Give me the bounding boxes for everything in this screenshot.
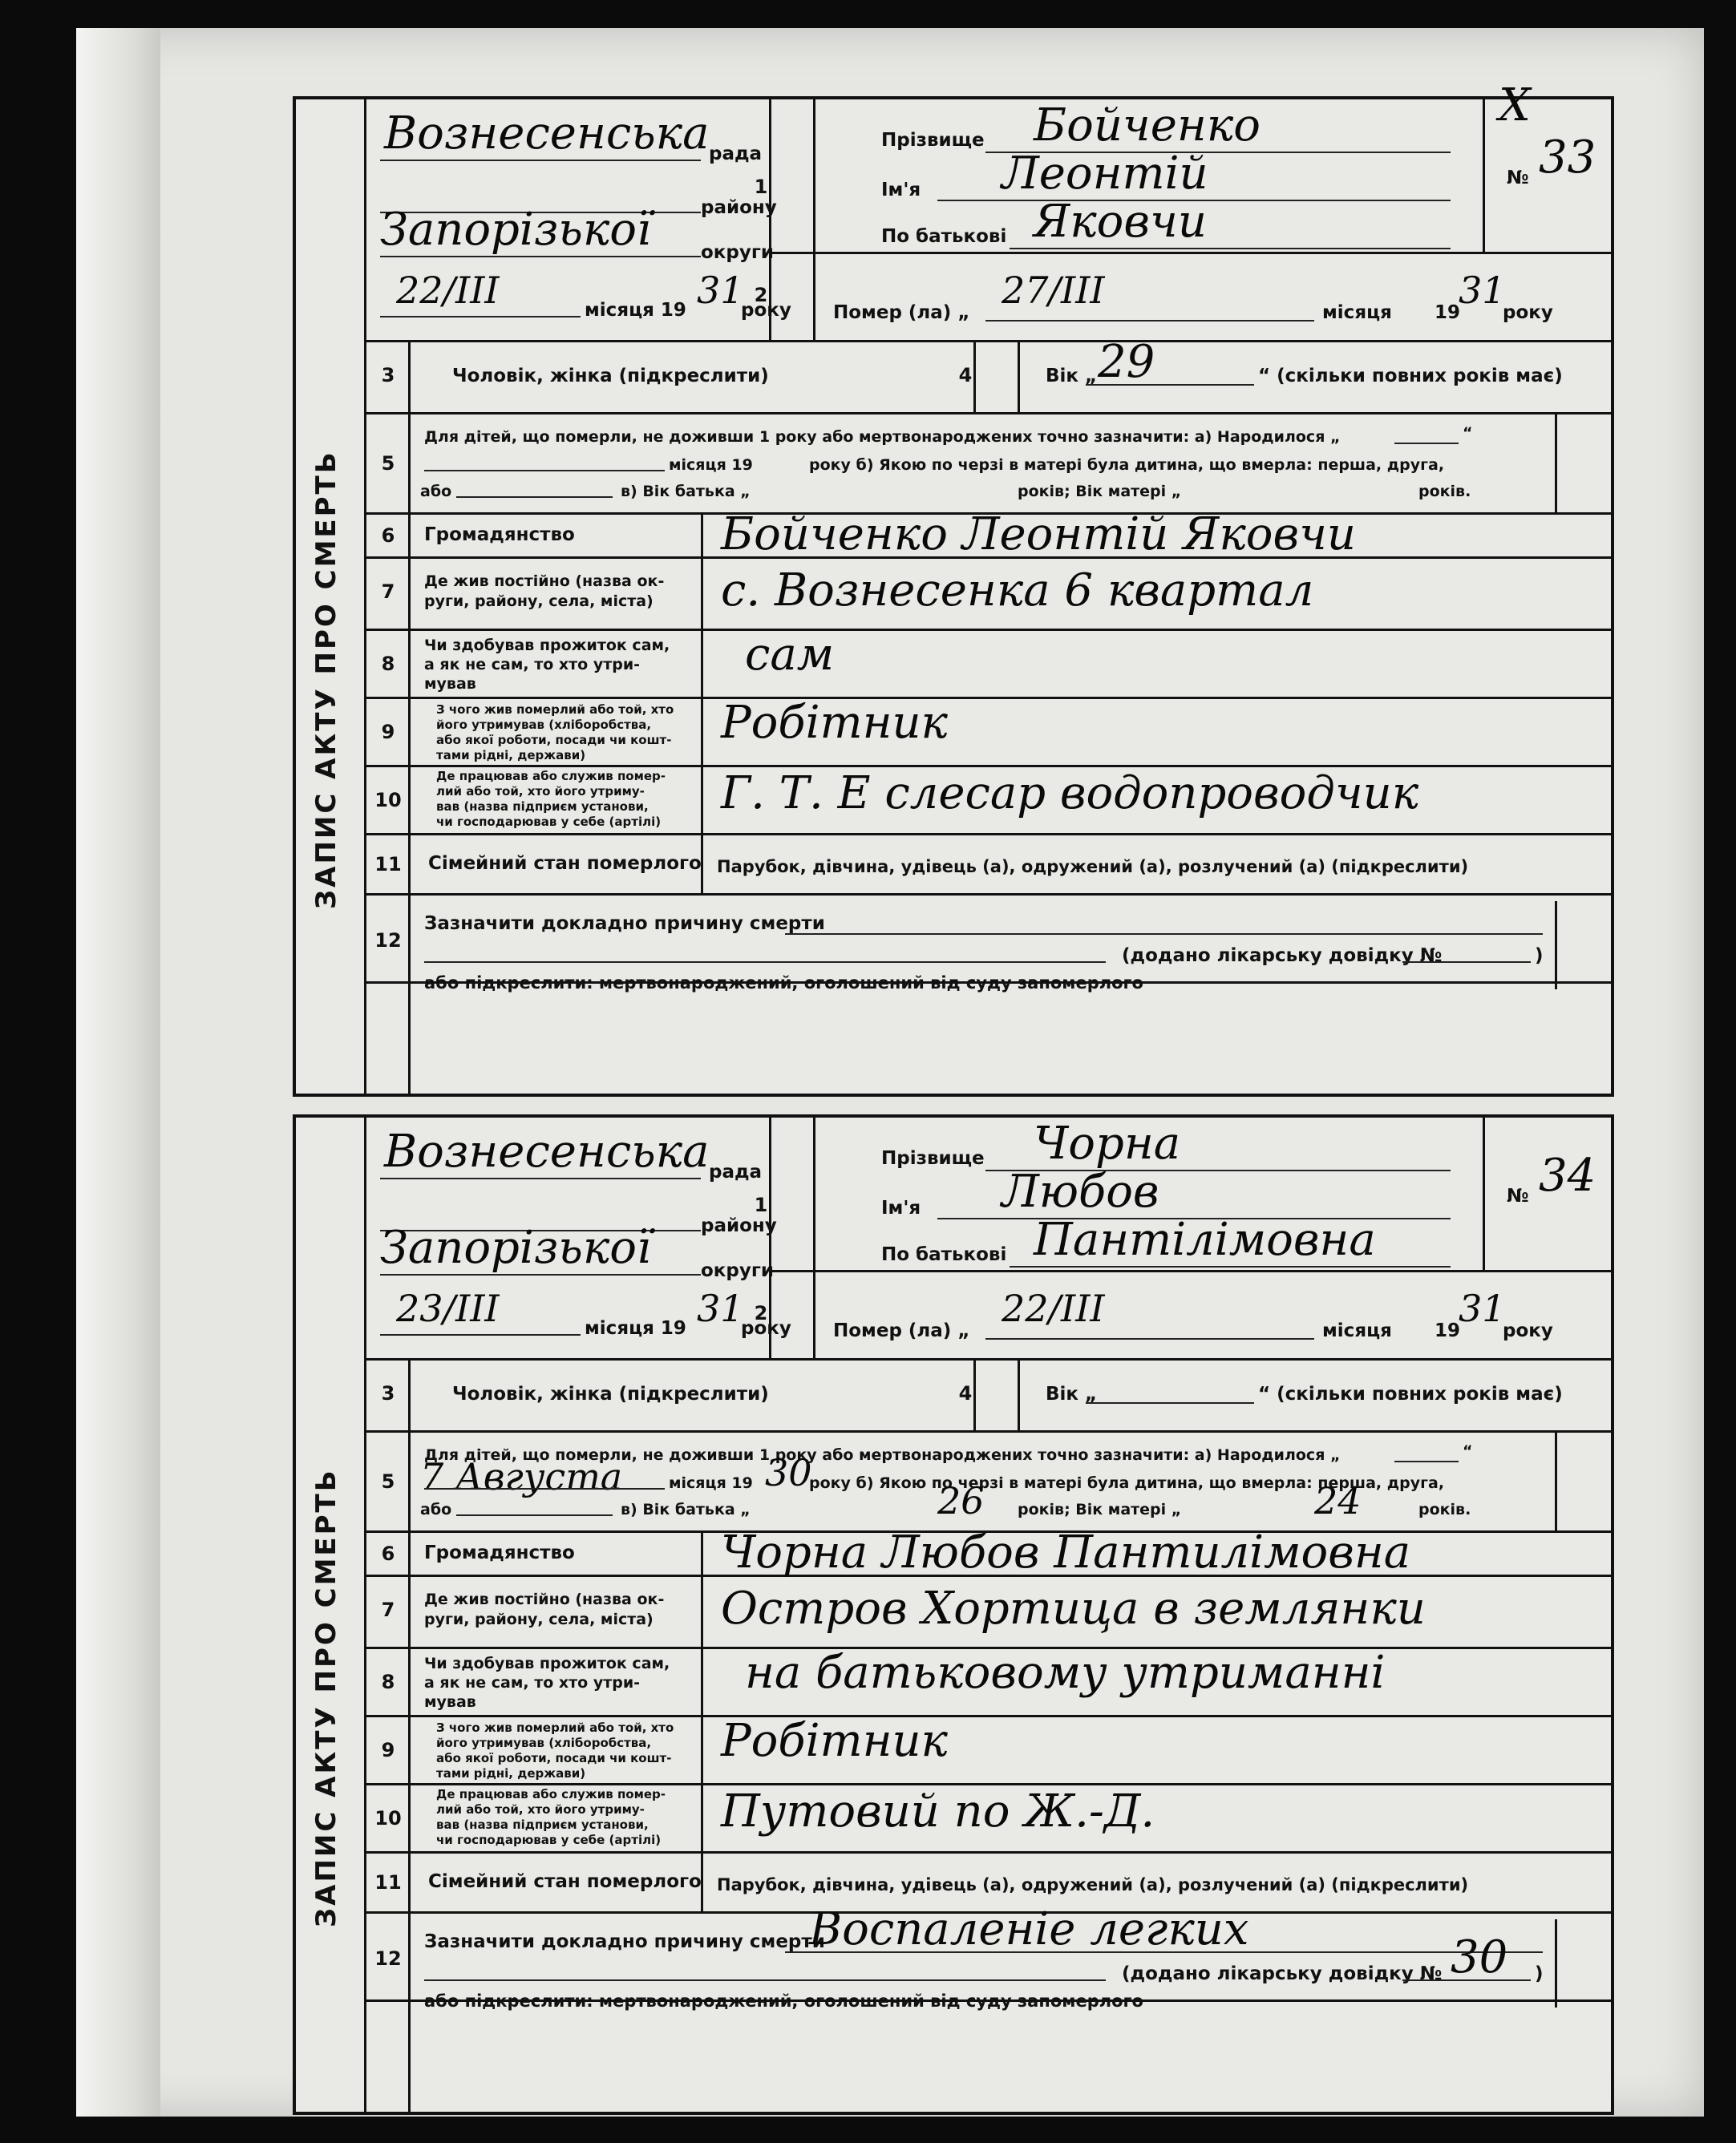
side-column-divider bbox=[364, 99, 366, 1094]
surname-label: Прізвище bbox=[881, 1148, 985, 1169]
cause-line bbox=[785, 933, 1543, 935]
patronymic-line bbox=[1010, 1266, 1451, 1268]
livelihood-label: тами рідні, держави) bbox=[436, 1766, 586, 1781]
cause-line bbox=[785, 1951, 1543, 1953]
children-line3d: років. bbox=[1418, 483, 1471, 500]
death-month-label: місяця bbox=[1322, 1320, 1392, 1341]
death-year-label: року bbox=[1503, 302, 1553, 323]
livelihood-label: або якої роботи, посади чи кошт- bbox=[436, 733, 672, 747]
children-line2b: року б) Якою по черзі в матері була дитина, що вмерла: перша, друга, bbox=[809, 456, 1445, 474]
row12-right bbox=[1555, 1919, 1557, 2008]
death-year-value: 31 bbox=[1459, 1287, 1506, 1330]
number-label: № bbox=[1507, 1186, 1529, 1207]
name-value: Леонтій bbox=[1002, 148, 1208, 200]
death-record-form bbox=[293, 1114, 1614, 2115]
children-line3-blank bbox=[456, 496, 613, 498]
residence-label-2: руги, району, села, міста) bbox=[424, 1611, 654, 1628]
row3-divider bbox=[1018, 340, 1020, 412]
workplace-label: Де працював або служив помер- bbox=[436, 1787, 666, 1801]
children-line2a: місяця 19 bbox=[669, 1474, 753, 1492]
row-number: 8 bbox=[381, 1671, 395, 1693]
workplace-label: вав (назва підприєм установи, bbox=[436, 799, 649, 814]
child-birth-year: 30 bbox=[765, 1451, 812, 1494]
children-line3d: років. bbox=[1418, 1501, 1471, 1518]
row-number: 12 bbox=[374, 1947, 402, 1970]
row-number: 6 bbox=[381, 1543, 395, 1565]
workplace-label: чи господарював у себе (артілі) bbox=[436, 1833, 662, 1847]
row12-right bbox=[1555, 901, 1557, 989]
age-label: Вік „ bbox=[1046, 1384, 1098, 1405]
citizenship-value: Бойченко Леонтій Яковчи bbox=[721, 508, 1356, 560]
rada-line bbox=[380, 160, 701, 161]
support-value: на батьковому утриманні bbox=[745, 1647, 1386, 1699]
death-record-form bbox=[293, 79, 1614, 1097]
row-number: 9 bbox=[381, 1739, 395, 1761]
children-q: “ bbox=[1463, 1442, 1473, 1460]
number-label: № bbox=[1507, 168, 1529, 188]
patronymic-label: По батькові bbox=[881, 226, 1007, 247]
row-number: 5 bbox=[381, 452, 395, 475]
okruha-line bbox=[380, 1274, 701, 1276]
age-value: 29 bbox=[1098, 336, 1155, 388]
reg-date-line bbox=[380, 316, 581, 317]
name-label: Ім'я bbox=[881, 180, 921, 200]
death-year-label: року bbox=[1503, 1320, 1553, 1341]
death-date-value: 22/ІІІ bbox=[1002, 1287, 1105, 1330]
children-line2a: місяця 19 bbox=[669, 456, 753, 474]
okruha-value: Запорізької bbox=[380, 1222, 651, 1274]
cause-label: Зазначити докладно причину смерти bbox=[424, 913, 825, 934]
death-date-line bbox=[985, 1338, 1314, 1340]
child-birth-date: 7 Августа bbox=[420, 1455, 623, 1498]
reg-year-label: року bbox=[741, 1318, 791, 1339]
patronymic-value: Яковчи bbox=[1034, 196, 1207, 248]
workplace-label: лий або той, хто його утриму- bbox=[436, 784, 645, 799]
row-number: 1 bbox=[754, 176, 768, 198]
children-line3c: років; Вік матері „ bbox=[1018, 1501, 1182, 1518]
reg-year-label: року bbox=[741, 300, 791, 321]
record-number: 33 bbox=[1539, 131, 1596, 184]
certificate-close: ) bbox=[1535, 945, 1544, 966]
number-box-left bbox=[1483, 1118, 1485, 1270]
certificate-line bbox=[1402, 961, 1531, 963]
marital-options: Парубок, дівчина, удівець (а), одружений (а), розлучений (а) (підкреслити) bbox=[717, 1875, 1469, 1894]
workplace-value: Путовий по Ж.-Д. bbox=[721, 1785, 1155, 1838]
row-line bbox=[364, 1430, 1611, 1433]
number-column bbox=[408, 340, 411, 1094]
livelihood-label: його утримував (хліборобства, bbox=[436, 1736, 652, 1750]
okruha-label: округи bbox=[701, 242, 775, 263]
children-line3b: в) Вік батька „ bbox=[621, 483, 751, 500]
cause-line-2 bbox=[424, 961, 1106, 963]
row-number: 11 bbox=[374, 1871, 402, 1894]
marital-options: Парубок, дівчина, удівець (а), одружений (а), розлучений (а) (підкреслити) bbox=[717, 857, 1469, 876]
mother-age: 24 bbox=[1314, 1479, 1362, 1522]
header-divider bbox=[813, 99, 815, 340]
livelihood-label: або якої роботи, посади чи кошт- bbox=[436, 1751, 672, 1765]
row-number: 12 bbox=[374, 929, 402, 952]
certificate-line bbox=[1402, 1979, 1531, 1981]
row-number: 4 bbox=[958, 1382, 973, 1405]
okruha-value: Запорізької bbox=[380, 204, 651, 256]
row-number: 10 bbox=[374, 1807, 402, 1830]
row-number: 6 bbox=[381, 524, 395, 547]
reg-year-value: 31 bbox=[697, 269, 744, 312]
okruha-label: округи bbox=[701, 1260, 775, 1281]
citizenship-label: Громадянство bbox=[424, 1543, 575, 1563]
row-line bbox=[364, 412, 1611, 414]
row-number: 7 bbox=[381, 1599, 395, 1621]
livelihood-value: Робітник bbox=[721, 697, 948, 749]
workplace-value: Г. Т. Е слесар водопроводчик bbox=[721, 767, 1419, 819]
row-line bbox=[364, 697, 1611, 699]
answer-divider bbox=[701, 1530, 703, 1911]
children-line3a: або bbox=[420, 1501, 452, 1518]
residence-value: с. Вознесенка 6 квартал bbox=[721, 564, 1314, 617]
row-line bbox=[364, 833, 1611, 835]
reg-date-value: 23/ІІІ bbox=[396, 1287, 500, 1330]
page-binding-edge bbox=[76, 28, 160, 2117]
children-line1: Для дітей, що померли, не доживши 1 року або мертвонароджених точно зазначити: а) Народилося „ bbox=[424, 428, 1341, 446]
support-label-3: мував bbox=[424, 1693, 476, 1711]
patronymic-value: Пантілімовна bbox=[1034, 1214, 1376, 1266]
reg-date-value: 22/ІІІ bbox=[396, 269, 500, 312]
row-line bbox=[769, 1270, 1611, 1272]
residence-label-2: руги, району, села, міста) bbox=[424, 592, 654, 610]
row-number: 2 bbox=[754, 284, 768, 306]
reg-year-value: 31 bbox=[697, 1287, 744, 1330]
age-line bbox=[1086, 384, 1254, 386]
reg-month-label: місяця 19 bbox=[585, 300, 686, 321]
livelihood-label: З чого жив померлий або той, хто bbox=[436, 1720, 674, 1735]
children-line2b: року б) Якою по черзі в матері була дитина, що вмерла: перша, друга, bbox=[809, 1474, 1445, 1492]
death-label: Помер (ла) „ bbox=[833, 302, 970, 323]
row-number: 4 bbox=[958, 364, 973, 386]
row5-right bbox=[1555, 412, 1557, 512]
citizenship-label: Громадянство bbox=[424, 524, 575, 545]
support-label-2: а як не сам, то хто утри- bbox=[424, 656, 641, 673]
age-label: Вік „ bbox=[1046, 366, 1098, 386]
patronymic-line bbox=[1010, 248, 1451, 249]
rada-line bbox=[380, 1178, 701, 1179]
sex-label: Чоловік, жінка (підкреслити) bbox=[452, 366, 769, 386]
row-line bbox=[769, 252, 1611, 254]
name-value: Любов bbox=[1002, 1166, 1159, 1218]
citizenship-value: Чорна Любов Пантилімовна bbox=[721, 1526, 1411, 1579]
children-line3-blank bbox=[456, 1514, 613, 1516]
certificate-label: (додано лікарську довідку № bbox=[1122, 945, 1443, 966]
row-number: 8 bbox=[381, 653, 395, 675]
row-line bbox=[364, 1715, 1611, 1717]
certificate-value: 30 bbox=[1451, 1931, 1508, 1983]
sex-label: Чоловік, жінка (підкреслити) bbox=[452, 1384, 769, 1405]
livelihood-label: тами рідні, держави) bbox=[436, 748, 586, 762]
name-label: Ім'я bbox=[881, 1198, 921, 1219]
children-line3c: років; Вік матері „ bbox=[1018, 483, 1182, 500]
age-note: “ (скільки повних років має) bbox=[1258, 1384, 1563, 1405]
patronymic-label: По батькові bbox=[881, 1244, 1007, 1265]
death-19: 19 bbox=[1435, 302, 1461, 323]
cause-line-2 bbox=[424, 1979, 1106, 1981]
support-value: сам bbox=[745, 629, 835, 681]
number-box-left bbox=[1483, 99, 1485, 252]
row-number: 5 bbox=[381, 1470, 395, 1493]
marital-label: Сімейний стан померлого bbox=[428, 853, 702, 874]
raion-label: району bbox=[701, 197, 777, 218]
header-divider bbox=[813, 1118, 815, 1358]
row3-divider bbox=[1018, 1358, 1020, 1430]
row-number: 1 bbox=[754, 1194, 768, 1216]
death-19: 19 bbox=[1435, 1320, 1461, 1341]
certificate-label: (додано лікарську довідку № bbox=[1122, 1963, 1443, 1984]
reg-month-label: місяця 19 bbox=[585, 1318, 686, 1339]
certificate-close: ) bbox=[1535, 1963, 1544, 1984]
support-label-1: Чи здобував прожиток сам, bbox=[424, 1655, 670, 1672]
rada-label: рада bbox=[709, 144, 763, 164]
corner-mark: Х bbox=[1499, 79, 1531, 131]
support-label-2: а як не сам, то хто утри- bbox=[424, 1674, 641, 1692]
livelihood-label: його утримував (хліборобства, bbox=[436, 718, 652, 732]
number-column bbox=[408, 1358, 411, 2112]
side-title: ЗАПИС АКТУ ПРО СМЕРТЬ bbox=[310, 450, 342, 909]
raion-label: району bbox=[701, 1215, 777, 1236]
row-number: 7 bbox=[381, 580, 395, 603]
workplace-label: вав (назва підприєм установи, bbox=[436, 1818, 649, 1832]
row-number: 3 bbox=[381, 1382, 395, 1405]
cause-value: Воспаленіе легких bbox=[809, 1903, 1249, 1955]
livelihood-label: З чого жив померлий або той, хто bbox=[436, 702, 674, 717]
row-line bbox=[364, 340, 1611, 342]
rada-value: Вознесенська bbox=[384, 107, 710, 160]
death-date-line bbox=[985, 320, 1314, 321]
child-date-line bbox=[424, 1488, 665, 1490]
stillborn-note: або підкреслити: мертвонароджений, оголошений від суду запомерлого bbox=[424, 1991, 1143, 2011]
surname-value: Чорна bbox=[1034, 1118, 1181, 1170]
support-label-1: Чи здобував прожиток сам, bbox=[424, 637, 670, 654]
side-column-divider bbox=[364, 1118, 366, 2112]
livelihood-value: Робітник bbox=[721, 1715, 948, 1767]
surname-value: Бойченко bbox=[1034, 99, 1261, 152]
row-line bbox=[364, 893, 1611, 896]
residence-label-1: Де жив постійно (назва ок- bbox=[424, 1591, 665, 1608]
rada-label: рада bbox=[709, 1162, 763, 1183]
children-line1: Для дітей, що померли, не доживши 1 року або мертвонароджених точно зазначити: а) Народилося „ bbox=[424, 1446, 1341, 1464]
children-born-line bbox=[1394, 1461, 1459, 1462]
row-number: 11 bbox=[374, 853, 402, 875]
children-line3b: в) Вік батька „ bbox=[621, 1501, 751, 1518]
row-number: 9 bbox=[381, 721, 395, 743]
residence-value: Остров Хортица в землянки bbox=[721, 1583, 1426, 1635]
row-line bbox=[364, 629, 1611, 631]
record-number: 34 bbox=[1539, 1150, 1596, 1202]
row-line bbox=[364, 1851, 1611, 1854]
death-year-value: 31 bbox=[1459, 269, 1506, 312]
reg-date-line bbox=[380, 1334, 581, 1336]
cause-label: Зазначити докладно причину смерти bbox=[424, 1931, 825, 1952]
child-date-line bbox=[424, 470, 665, 471]
death-label: Помер (ла) „ bbox=[833, 1320, 970, 1341]
death-date-value: 27/ІІІ bbox=[1002, 269, 1105, 312]
marital-label: Сімейний стан померлого bbox=[428, 1871, 702, 1892]
rada-value: Вознесенська bbox=[384, 1126, 710, 1178]
row-number: 10 bbox=[374, 789, 402, 811]
row-number: 3 bbox=[381, 364, 395, 386]
death-month-label: місяця bbox=[1322, 302, 1392, 323]
father-age: 26 bbox=[937, 1479, 985, 1522]
children-q: “ bbox=[1463, 424, 1473, 442]
row5-right bbox=[1555, 1430, 1557, 1530]
support-label-3: мував bbox=[424, 675, 476, 693]
age-note: “ (скільки повних років має) bbox=[1258, 366, 1563, 386]
stillborn-note: або підкреслити: мертвонароджений, оголошений від суду запомерлого bbox=[424, 973, 1143, 993]
okruha-line bbox=[380, 256, 701, 257]
workplace-label: лий або той, хто його утриму- bbox=[436, 1802, 645, 1817]
side-title: ЗАПИС АКТУ ПРО СМЕРТЬ bbox=[310, 1468, 342, 1927]
row-number: 2 bbox=[754, 1302, 768, 1324]
residence-label-1: Де жив постійно (назва ок- bbox=[424, 572, 665, 590]
workplace-label: чи господарював у себе (артілі) bbox=[436, 815, 662, 829]
row-line bbox=[364, 1358, 1611, 1361]
surname-label: Прізвище bbox=[881, 130, 985, 151]
answer-divider bbox=[701, 512, 703, 893]
workplace-label: Де працював або служив помер- bbox=[436, 769, 666, 783]
age-line bbox=[1086, 1402, 1254, 1404]
children-born-line bbox=[1394, 443, 1459, 444]
children-line3a: або bbox=[420, 483, 452, 500]
